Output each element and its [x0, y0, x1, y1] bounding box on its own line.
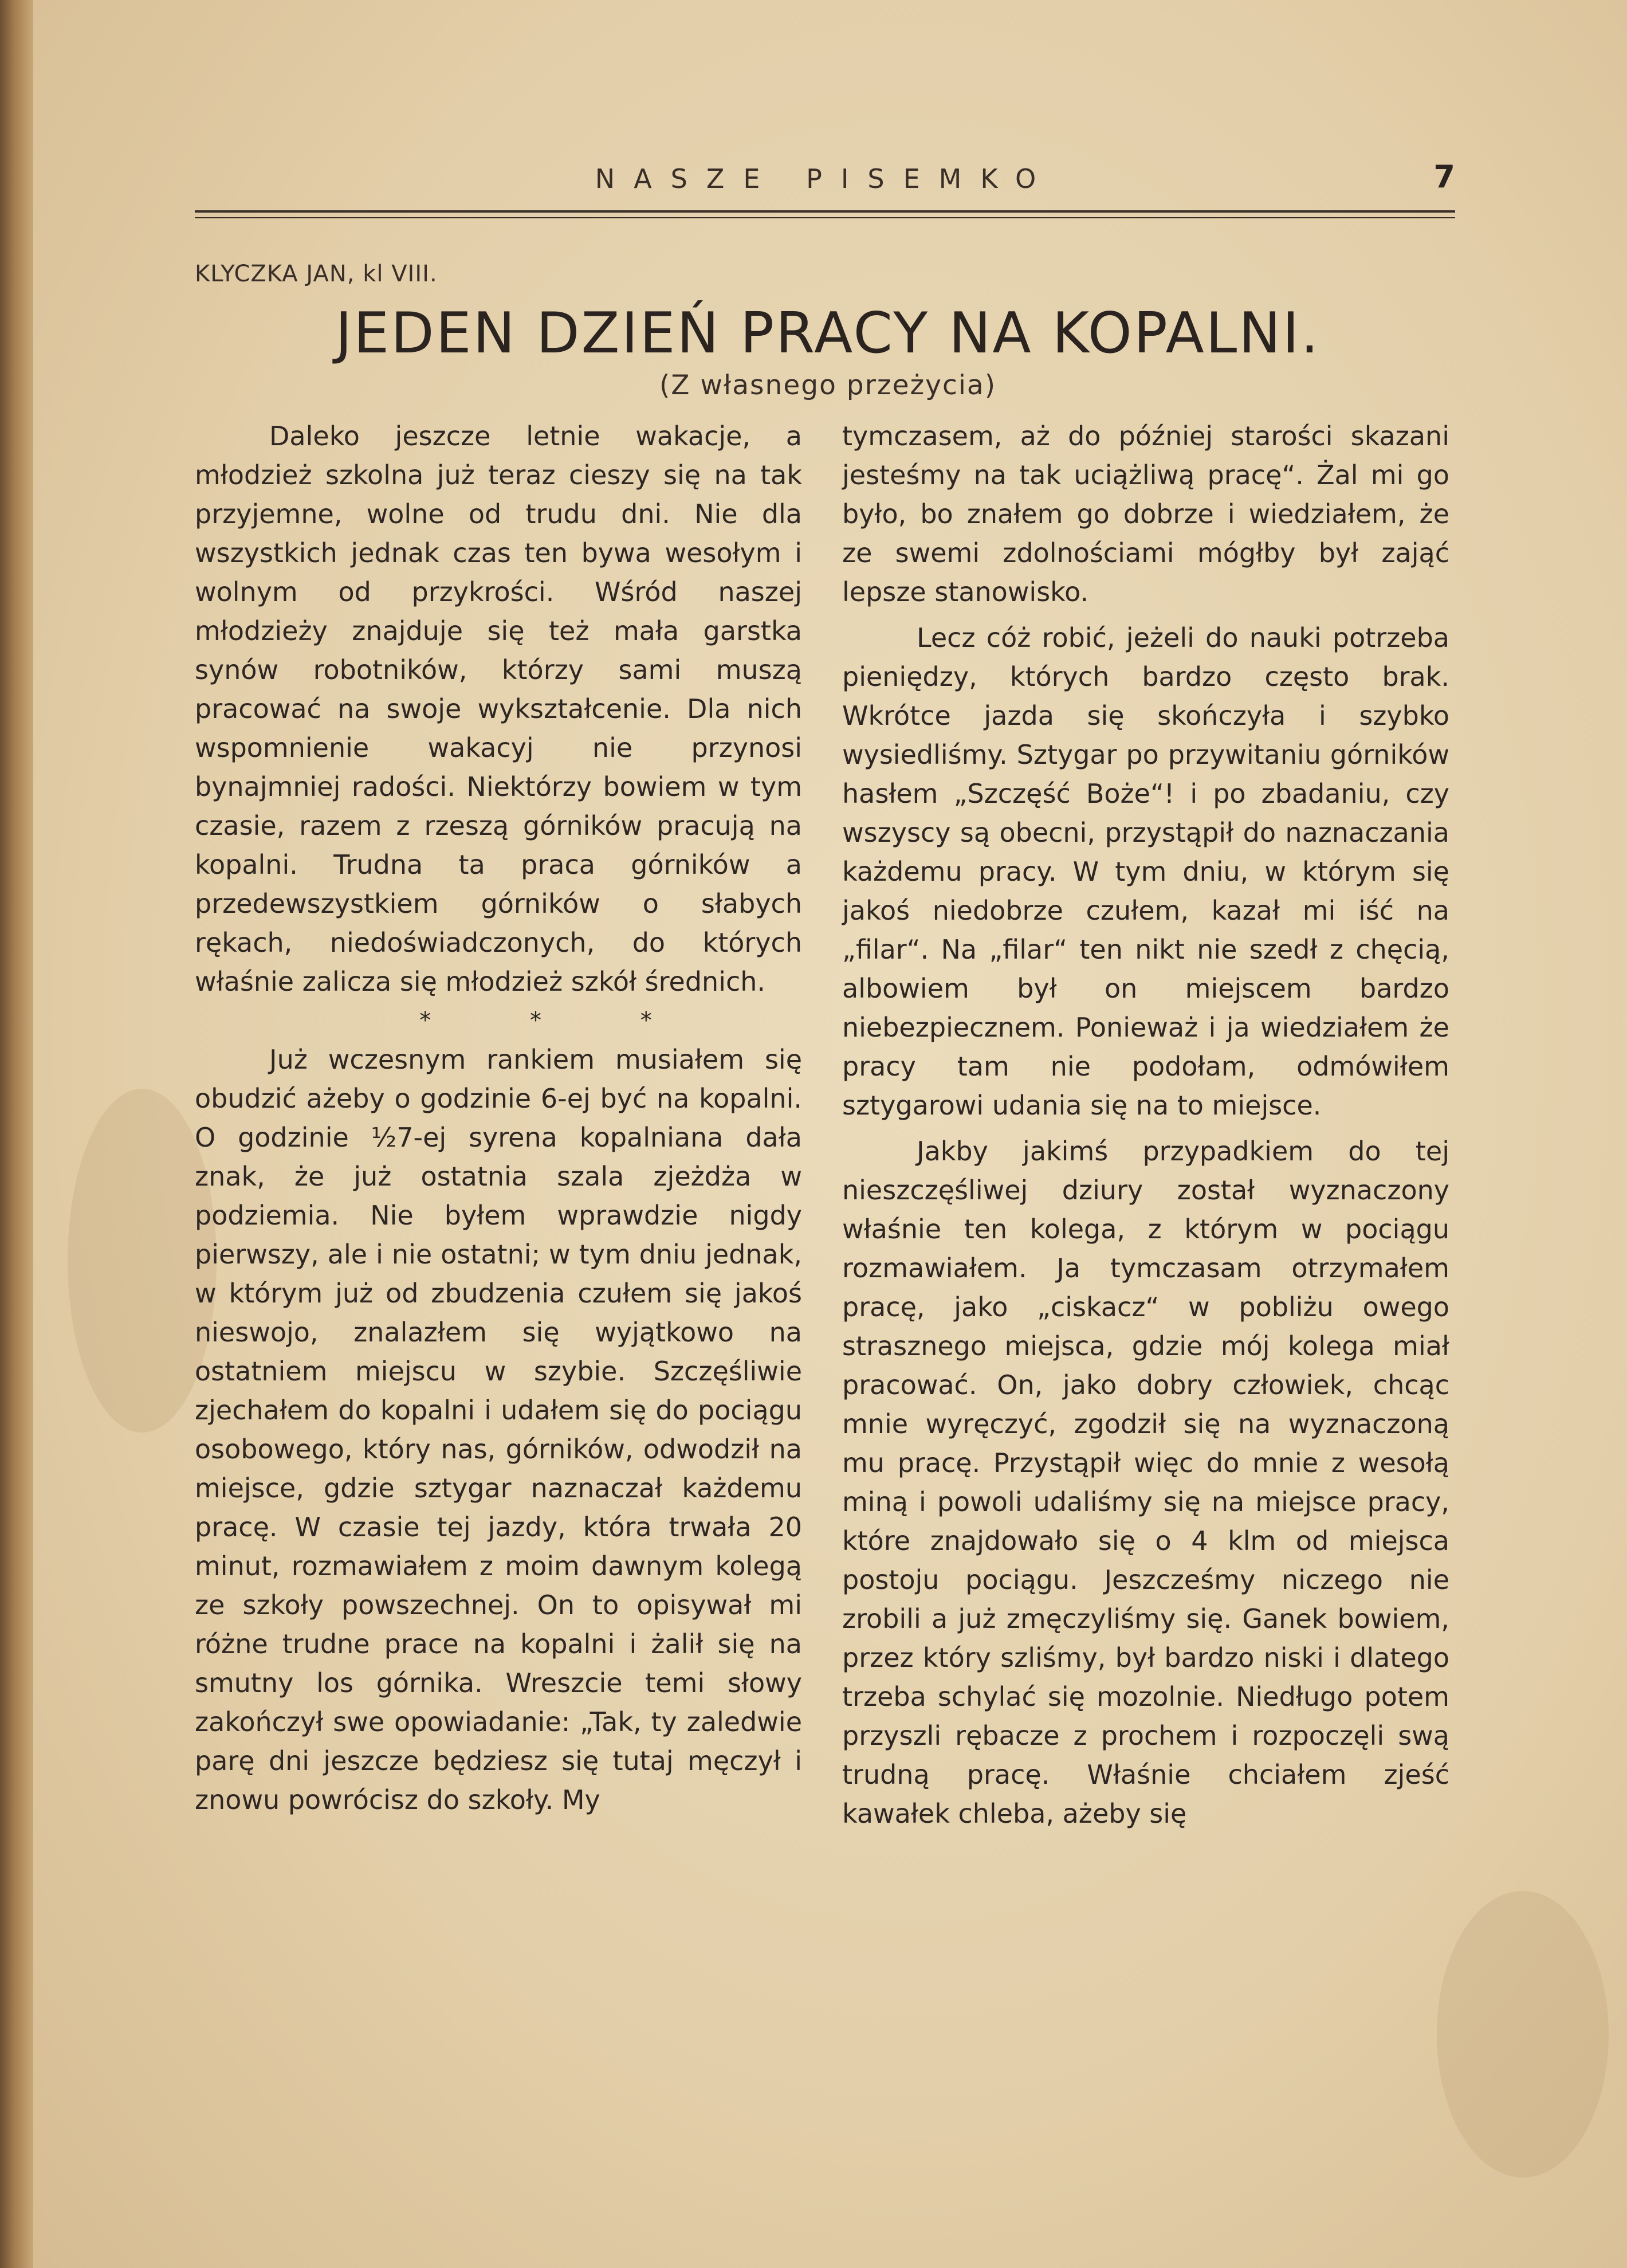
paragraph: Już wczesnym rankiem musiałem się obudzić ażeby o godzinie 6-ej być na kopalni. O godzinie ½7-ej syrena kopalniana dała znak, że już ostatnia szala zjeżdża w podziemia. Nie byłem wprawdzie nigdy pierwszy, ale i nie ostatni; w tym dniu jednak, w którym już od zbudzenia czułem się jakoś nieswojo, znalazłem się wyjątkowo na ostatniem miejscu w szybie. Szczęśliwie zjechałem do kopalni i udałem się do pociągu osobowego, który nas, górników, odwodził na miejsce, gdzie sztygar naznaczał każdemu pracę. W czasie tej jazdy, która trwała 20 minut, rozmawiałem z moim dawnym kolegą ze szkoły powszechnej. On to opisywał mi różne trudne prace na kopalni i żalił się na smutny los górnika. Wreszcie temi słowy zakończył swe opowiadanie: „Tak, ty zaledwie parę dni jeszcze będziesz się tutaj męczył i znowu powrócisz do szkoły. My: [195, 1044, 802, 1815]
header-rule: [195, 210, 1455, 213]
article-title: JEDEN DZIEŃ PRACY NA KOPALNI.: [335, 301, 1321, 366]
book-binding: [0, 0, 33, 2268]
page-number: 7: [1433, 159, 1455, 195]
section-separator: * * *: [419, 1007, 698, 1034]
paragraph: Daleko jeszcze letnie wakacje, a młodzież szkolna już teraz cieszy się na tak przyjemne, wolne od trudu dni. Nie dla wszystkich jednak czas ten bywa wesołym i wolnym od przykrości. Wśród naszej młodzieży znajduje się też mała garstka synów robotników, którzy sami muszą pracować na swoje wykształcenie. Dla nich wspomnienie wakacyj nie przynosi bynajmniej radości. Niektórzy bowiem w tym czasie, razem z rzeszą górników pracują na kopalni. Trudna ta praca górników a przedewszystkiem górników o słabych rękach, niedoświadczonych, do których właśnie zalicza się młodzież szkół średnich.: [195, 421, 802, 997]
running-header: [195, 159, 1455, 226]
paragraph: Jakby jakimś przypadkiem do tej nieszczęśliwej dziury został wyznaczony właśnie ten kolega, z którym w pociągu rozmawiałem. Ja tymczasam otrzymałem pracę, jako „ciskacz“ w pobliżu owego strasznego miejsca, gdzie mój kolega miał pracować. On, jako dobry człowiek, chcąc mnie wyręczyć, zgodził się na wyznaczoną mu pracę. Przystąpił więc do mnie z wesołą miną i powoli udaliśmy się na miejsce pracy, które znajdowało się o 4 klm od miejsca postoju pociągu. Jeszcześmy niczego nie zrobili a już zmęczyliśmy się. Ganek bowiem, przez który szliśmy, był bardzo niski i dlatego trzeba schylać się mozolnie. Niedługo potem przyszli rębacze z prochem i rozpoczęli swą trudną pracę. Właśnie chciałem zjeść kawałek chleba, ażeby się: [842, 1136, 1449, 1829]
article-subtitle: (Z własnego przeżycia): [659, 370, 997, 401]
article-author: KLYCZKA JAN, kl VIII.: [195, 261, 438, 287]
paper-stain: [68, 1089, 217, 1433]
paragraph-continued: tymczasem, aż do później starości skazani jesteśmy na tak uciążliwą pracę“. Żal mi go było, bo znałem go dobrze i wiedziałem, że ze swemi zdolnościami mógłby był zająć lepsze stanowisko.: [842, 421, 1449, 607]
running-title: NASZE PISEMKO: [595, 163, 1055, 194]
left-column: [195, 417, 802, 1819]
header-rule-thin: [195, 217, 1455, 218]
paper-stain: [1437, 1891, 1609, 2177]
paragraph: Lecz cóż robić, jeżeli do nauki potrzeba pieniędzy, których bardzo często brak. Wkrótce jazda się skończyła i szybko wysiedliśmy. Sztygar po przywitaniu górników hasłem „Szczęść Boże“! i po zbadaniu, czy wszyscy są obecni, przystąpił do naznaczania każdemu pracy. W tym dniu, w którym się jakoś niedobrze czułem, kazał mi iść na „filar“. Na „filar“ ten nikt nie szedł z chęcią, albowiem był on miejscem bardzo niebezpiecznem. Ponieważ i ja wiedziałem że pracy tam nie podołam, odmówiłem sztygarowi udania się na to miejsce.: [842, 622, 1449, 1121]
right-column: [842, 417, 1449, 1833]
